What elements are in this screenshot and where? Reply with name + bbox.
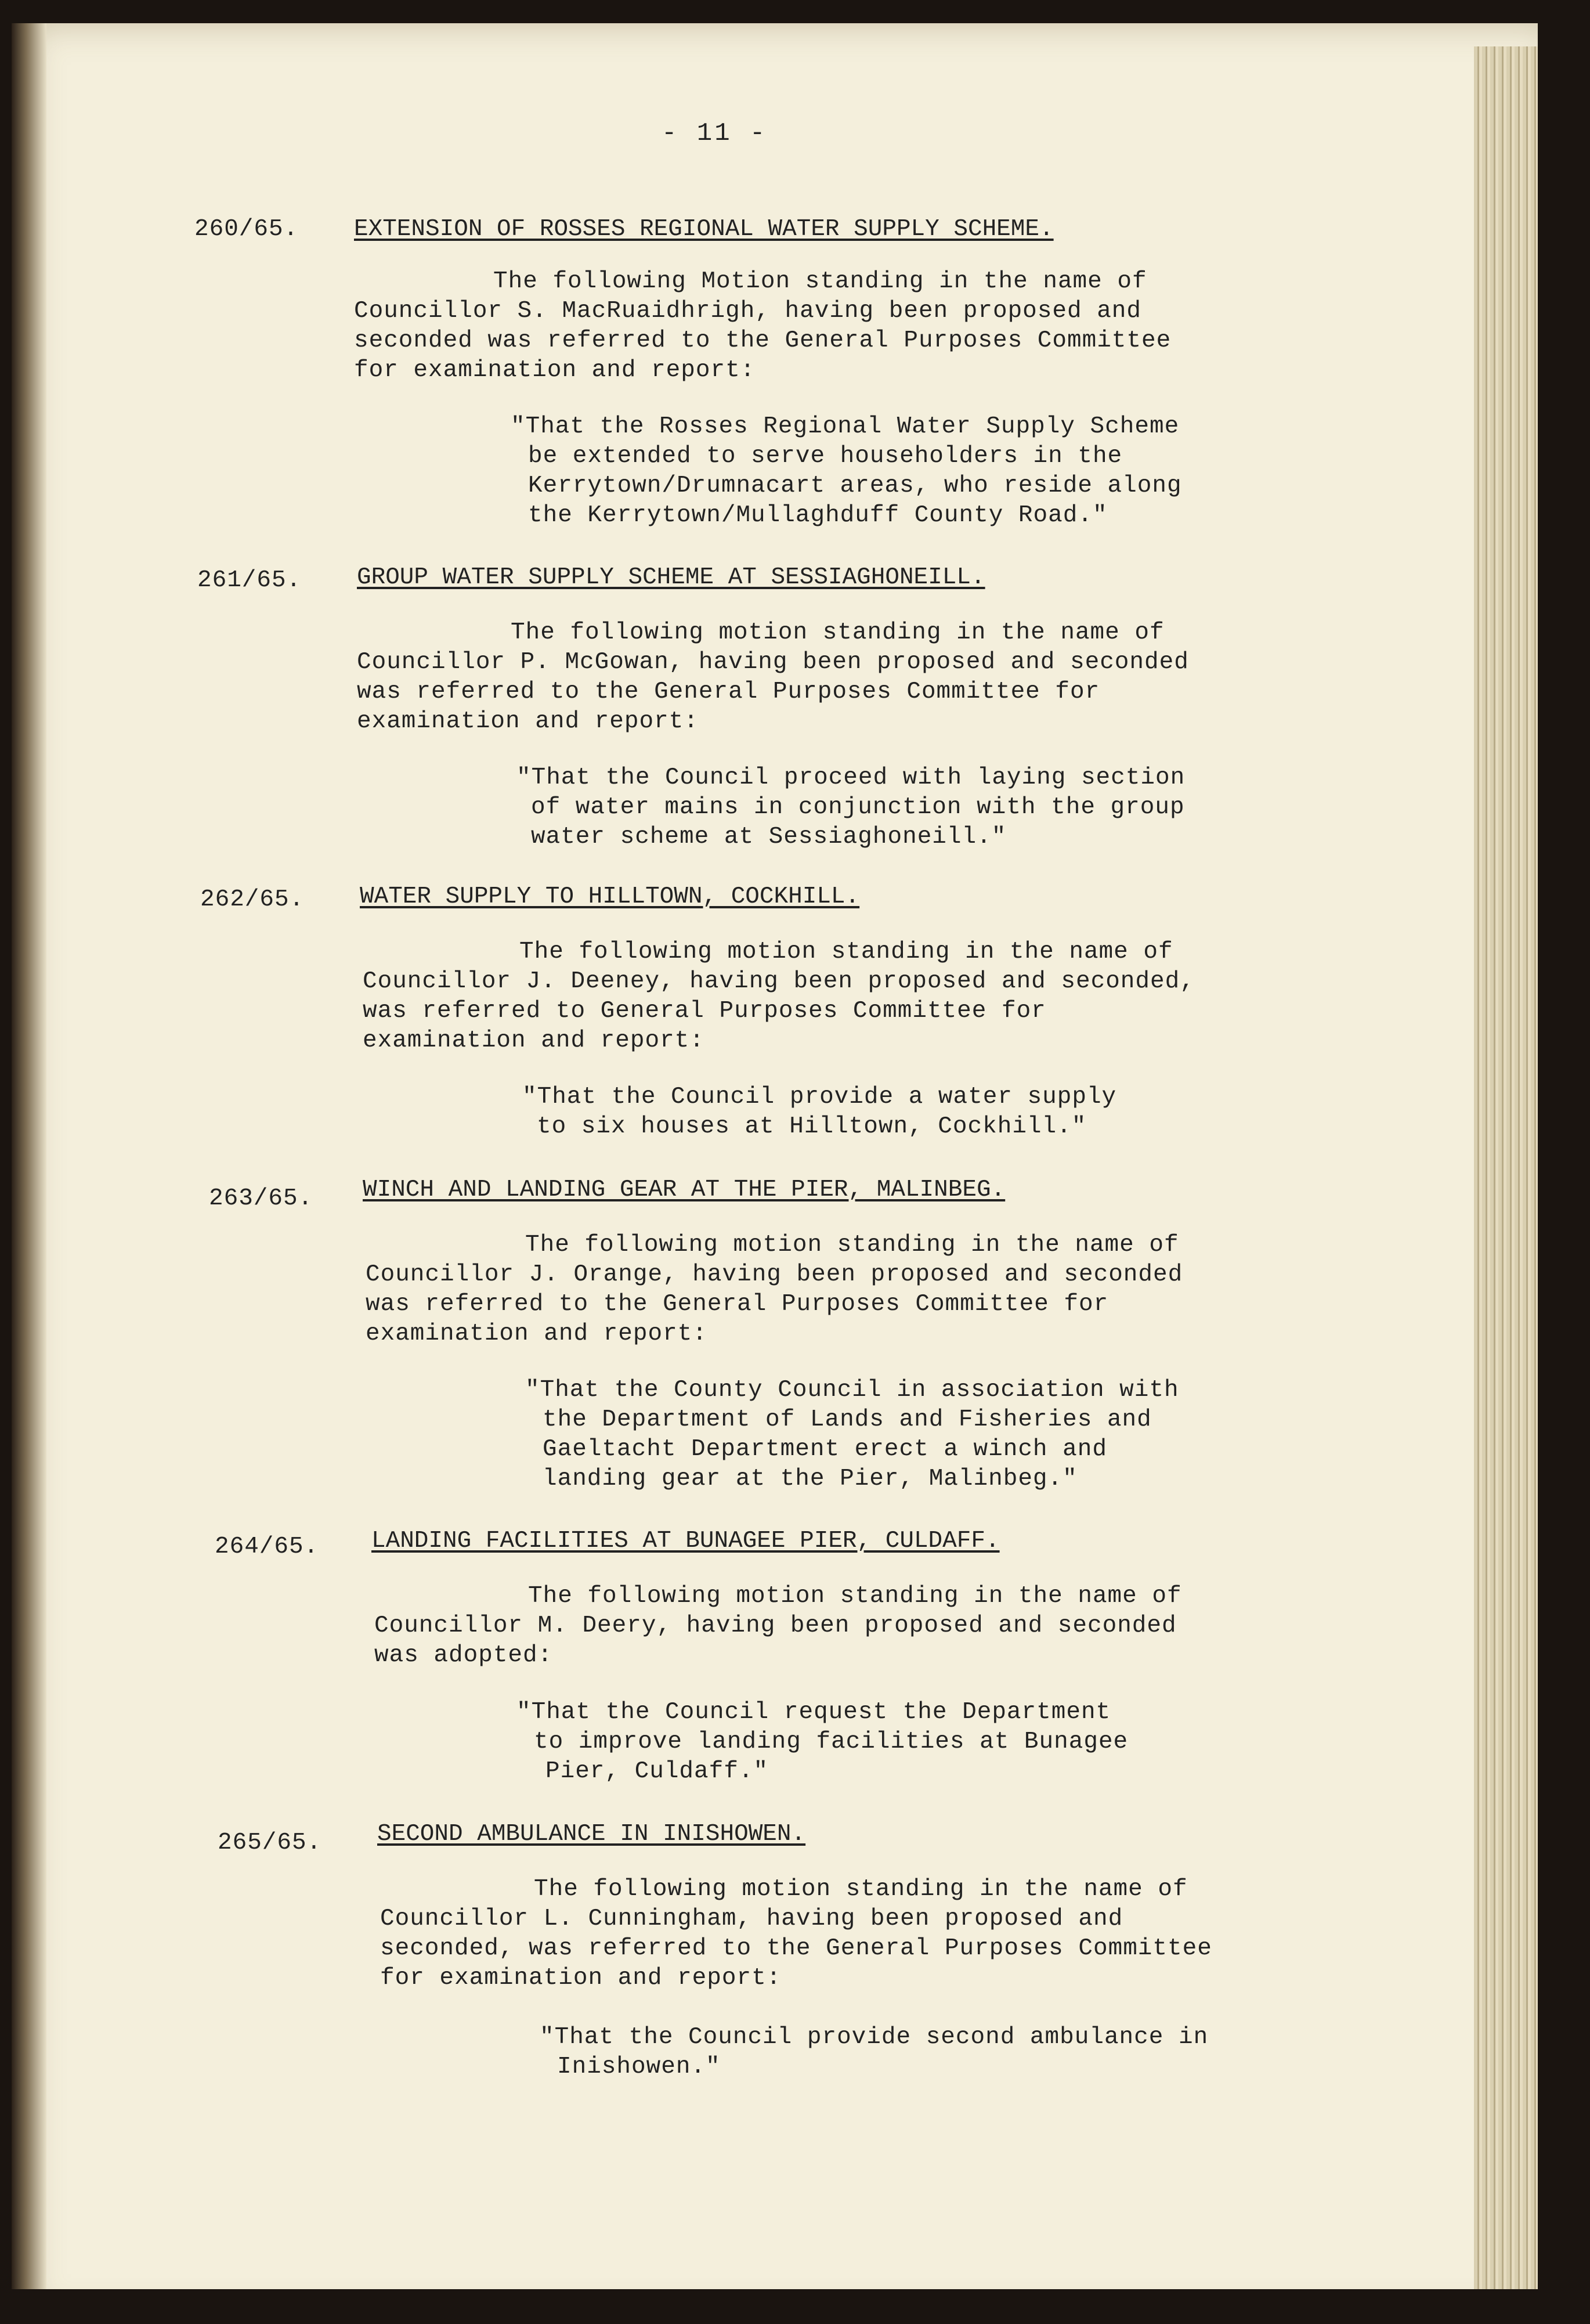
- intro-line: The following motion standing in the name of: [528, 1583, 1182, 1610]
- item-number: 263/65.: [209, 1185, 313, 1212]
- item-heading: EXTENSION OF ROSSES REGIONAL WATER SUPPLY SCHEME.: [354, 216, 1054, 243]
- motion-line: "That the Council provide a water supply: [522, 1084, 1117, 1110]
- motion-line: Inishowen.": [557, 2054, 721, 2080]
- intro-line: was adopted:: [374, 1642, 553, 1669]
- item-heading: WATER SUPPLY TO HILLTOWN, COCKHILL.: [360, 883, 860, 910]
- motion-line: "That the Council request the Department: [516, 1699, 1111, 1726]
- intro-line: Councillor S. MacRuaidhrigh, having been proposed and: [354, 298, 1142, 324]
- intro-line: was referred to General Purposes Committee for: [363, 998, 1046, 1024]
- motion-line: "That the Council provide second ambulance in: [540, 2024, 1209, 2051]
- intro-line: Councillor L. Cunningham, having been proposed and: [380, 1906, 1123, 1932]
- motion-line: "That the County Council in association with: [525, 1377, 1179, 1403]
- intro-line: for examination and report:: [354, 357, 756, 384]
- intro-line: Councillor P. McGowan, having been proposed and seconded: [357, 649, 1189, 676]
- intro-line: The following motion standing in the name of: [534, 1876, 1188, 1903]
- intro-line: was referred to the General Purposes Committee for: [357, 679, 1100, 705]
- intro-line: Councillor J. Orange, having been proposed and seconded: [366, 1261, 1183, 1288]
- item-number: 265/65.: [218, 1829, 322, 1856]
- intro-line: was referred to the General Purposes Committee for: [366, 1291, 1109, 1318]
- page-number: - 11 -: [662, 119, 768, 148]
- intro-line: Councillor M. Deery, having been proposed and seconded: [374, 1612, 1177, 1639]
- motion-line: water scheme at Sessiaghoneill.": [531, 824, 1007, 850]
- motion-line: the Kerrytown/Mullaghduff County Road.": [528, 502, 1108, 529]
- item-heading: GROUP WATER SUPPLY SCHEME AT SESSIAGHONEILL.: [357, 564, 985, 591]
- intro-line: examination and report:: [366, 1320, 707, 1347]
- item-number: 264/65.: [215, 1533, 319, 1560]
- motion-line: of water mains in conjunction with the group: [531, 794, 1185, 821]
- intro-line: The following motion standing in the name of: [519, 939, 1173, 965]
- motion-line: to six houses at Hilltown, Cockhill.": [537, 1113, 1087, 1140]
- motion-line: to improve landing facilities at Bunagee: [534, 1728, 1129, 1755]
- intro-line: The following Motion standing in the name of: [493, 268, 1147, 295]
- intro-line: seconded was referred to the General Purposes Committee: [354, 327, 1172, 354]
- intro-line: The following motion standing in the name of: [525, 1232, 1179, 1258]
- intro-line: examination and report:: [363, 1027, 704, 1054]
- intro-line: for examination and report:: [380, 1965, 782, 1991]
- motion-line: Gaeltacht Department erect a winch and: [543, 1436, 1107, 1463]
- motion-line: "That the Council proceed with laying section: [516, 764, 1186, 791]
- motion-line: the Department of Lands and Fisheries and: [543, 1406, 1152, 1433]
- page-edges: [1474, 46, 1538, 2322]
- item-heading: SECOND AMBULANCE IN INISHOWEN.: [377, 1821, 806, 1847]
- item-number: 261/65.: [197, 567, 302, 594]
- motion-line: Kerrytown/Drumnacart areas, who reside along: [528, 472, 1182, 499]
- motion-line: "That the Rosses Regional Water Supply Scheme: [511, 413, 1180, 440]
- intro-line: The following motion standing in the name of: [511, 619, 1165, 646]
- binding-shadow: [12, 23, 46, 2316]
- item-heading: WINCH AND LANDING GEAR AT THE PIER, MALINBEG.: [363, 1177, 1006, 1203]
- item-heading: LANDING FACILITIES AT BUNAGEE PIER, CULDAFF.: [371, 1528, 1000, 1554]
- intro-line: examination and report:: [357, 708, 699, 735]
- intro-line: Councillor J. Deeney, having been proposed and seconded,: [363, 968, 1195, 995]
- motion-line: be extended to serve householders in the: [528, 443, 1123, 470]
- bottom-background: [0, 2289, 1590, 2324]
- intro-line: seconded, was referred to the General Purposes Committee: [380, 1935, 1212, 1962]
- item-number: 262/65.: [200, 886, 305, 913]
- motion-line: Pier, Culdaff.": [545, 1758, 769, 1785]
- item-number: 260/65.: [194, 216, 299, 243]
- motion-line: landing gear at the Pier, Malinbeg.": [543, 1466, 1078, 1492]
